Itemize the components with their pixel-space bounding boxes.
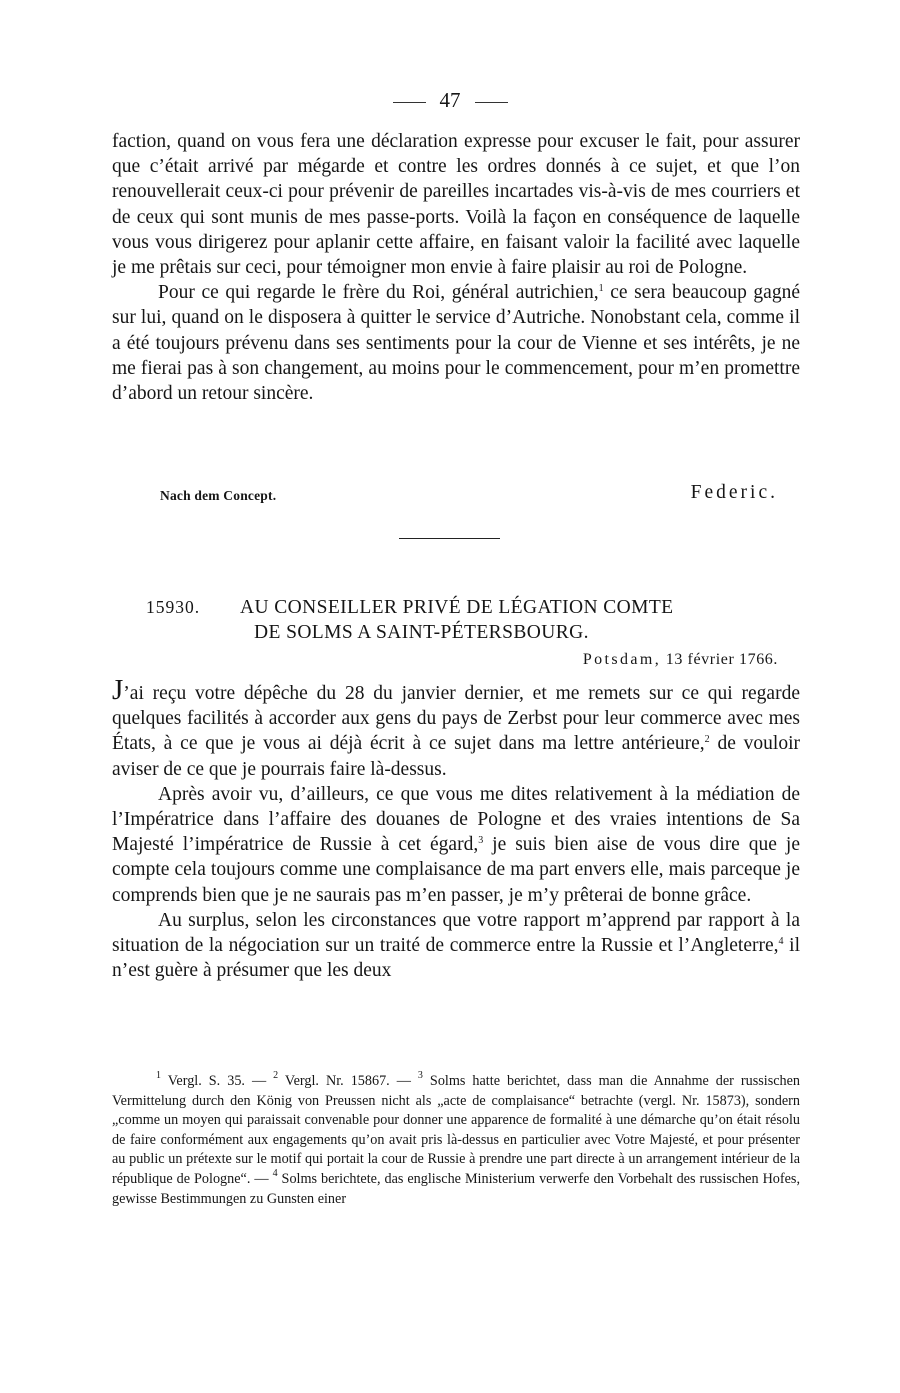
paragraph: Au surplus, selon les circonstances que votre rapport m’apprend par rapport à la situation de la négociation sur un traité de commerce entre la Russie et l’Angleterre,$^4$ il n’est guère à présumer que les deux	[112, 909, 800, 982]
page-number: 47	[439, 88, 461, 112]
paragraph: faction, quand on vous fera une déclaration expresse pour excuser le fait, pour assurer que c’était arrivé par mégarde et contre les ordres donnés à ce sujet, et que l’on renouvellerait ceux-ci pour prévenir de pareilles incartades vis-à-vis de mes courriers et de ceux qui sont munis de mes passe-ports. Voilà la façon en conséquence de laquelle vous vous dirigerez pour aplanir cette affaire, en faisant valoir la facilité avec laquelle je me prêtais sur ceci, pour témoigner mon envie à faire plaisir au roi de Pologne.	[112, 131, 800, 279]
footnote-number: 1	[156, 1070, 161, 1081]
header-dash-left	[393, 102, 426, 103]
page-header	[0, 89, 900, 111]
footnotes	[112, 1072, 800, 1209]
paragraph: Pour ce qui regarde le frère du Roi, général autrichien,$^1$ ce sera beaucoup gagné sur lui, quand on le disposera à quitter le service d’Autriche. Nonobstant cela, comme il a été toujours prévenu dans ses sentiments pour la cour de Vienne et ses intérêts, je ne me fierai pas à son changement, au moins pour le commencement, pour m’en promettre d’abord un retour sincère.	[112, 282, 800, 405]
footnote-ref: 3	[478, 835, 484, 847]
header-dash-right	[475, 102, 508, 103]
footnote-ref: 2	[704, 734, 710, 746]
footnote-number: 3	[417, 1070, 423, 1081]
section-divider	[399, 538, 500, 539]
signature-row	[160, 482, 778, 506]
source-note: Nach dem Concept.	[160, 488, 277, 503]
heading-line-2: DE SOLMS A SAINT-PÉTERSBOURG.	[254, 622, 589, 643]
dateline	[583, 651, 778, 669]
document-number: 15930.	[146, 597, 201, 617]
signature: Federic.	[690, 482, 778, 503]
footnote-number: 2	[273, 1070, 279, 1081]
letter-text	[112, 674, 800, 983]
continued-letter-text	[112, 129, 800, 406]
footnote-ref: 4	[778, 936, 784, 948]
paragraph: J’ai reçu votre dépêche du 28 du janvier dernier, et me remets sur ce qui regarde quelques facilités à accorder aux gens du pays de Zerbst pour leur commerce avec mes États, à ce que je vous ai déjà écrit à ce sujet dans ma lettre antérieure,$^2$ de vouloir aviser de ce que je pourrais faire là-dessus.	[112, 674, 800, 780]
dateline-place: Potsdam,	[582, 651, 662, 668]
paragraph: Après avoir vu, d’ailleurs, ce que vous me dites relativement à la médiation de l’Impératrice dans l’affaire des douanes de Pologne et des vraies intentions de Sa Majesté l’impératrice de Russie à cet égard,$^3$ je suis bien aise de vous dire que je compte cela toujours comme une complaisance de ma part envers elle, mais parceque je comprends bien que je ne saurais pas m’en passer, je m’y prêterai de bonne grâce.	[112, 783, 800, 906]
heading-line-1: AU CONSEILLER PRIVÉ DE LÉGATION COMTE	[240, 597, 674, 618]
footnote-paragraph: $^1$ Vergl. S. 35. — $^2$ Vergl. Nr. 15867. — $^3$ Solms hatte berichtet, dass man die Annahme der russischen Vermittelung durch den König von Preussen nicht als „acte de complaisance“ betrachte (vergl. Nr. 15873), sondern „comme un moyen qui paraissait convenable pour donner une apparence de formalité à une démarche qu’on était résolu de faire conformément aux engagements qu’on avait pris là-dessus en particulier avec Votre Majesté, et pour présenter au public un prétexte sur le motif qui portait la cour de Russie à prendre une part directe à un arrangement intérieur de la république de Pologne“. — $^4$ Solms berichtete, das englische Ministerium verwerfe den Vorbehalt des russischen Hofes, gewisse Bestimmungen zu Gunsten einer	[112, 1070, 801, 1207]
footnote-number: 4	[272, 1167, 278, 1179]
footnote-ref: 1	[598, 283, 604, 295]
dateline-date: 13 février 1766.	[661, 651, 778, 668]
initial-letter: J	[112, 674, 124, 706]
